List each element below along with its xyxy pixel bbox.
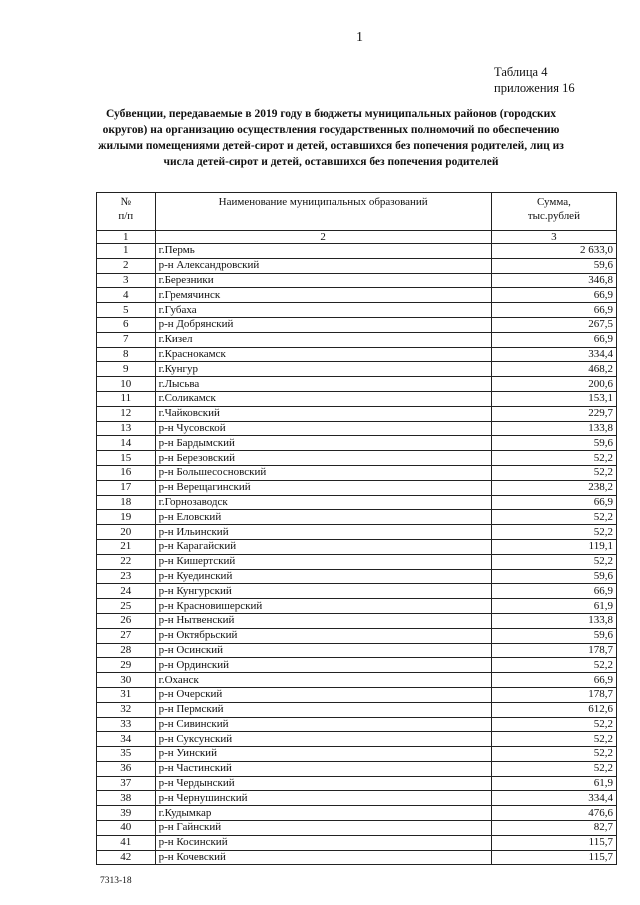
table-row	[97, 850, 617, 865]
table-row	[97, 258, 617, 273]
row-sum: 229,7	[491, 406, 616, 421]
row-sum: 52,2	[491, 554, 616, 569]
header-sum-line1: Сумма,	[536, 196, 571, 208]
table-row	[97, 717, 617, 732]
row-name: г.Пермь	[155, 244, 491, 259]
row-name: р-н Чусовской	[155, 421, 491, 436]
row-sum: 61,9	[491, 776, 616, 791]
table-row	[97, 525, 617, 540]
row-name: г.Губаха	[155, 303, 491, 318]
row-number: 12	[97, 406, 156, 421]
table-row	[97, 747, 617, 762]
row-number: 3	[97, 273, 156, 288]
row-number: 32	[97, 702, 156, 717]
row-name: р-н Добрянский	[155, 317, 491, 332]
table-row	[97, 643, 617, 658]
row-sum: 468,2	[491, 362, 616, 377]
row-number: 25	[97, 599, 156, 614]
row-name: р-н Гайнский	[155, 821, 491, 836]
header-number-line2: п/п	[118, 210, 134, 222]
row-sum: 178,7	[491, 643, 616, 658]
table-row	[97, 391, 617, 406]
row-number: 13	[97, 421, 156, 436]
table-ref-line2: приложения 16	[494, 81, 575, 95]
row-number: 21	[97, 539, 156, 554]
row-name: р-н Кишертский	[155, 554, 491, 569]
table-row	[97, 510, 617, 525]
row-sum: 52,2	[491, 510, 616, 525]
row-sum: 66,9	[491, 584, 616, 599]
row-number: 28	[97, 643, 156, 658]
table-row	[97, 436, 617, 451]
row-sum: 2 633,0	[491, 244, 616, 259]
row-sum: 476,6	[491, 806, 616, 821]
row-number: 11	[97, 391, 156, 406]
row-sum: 66,9	[491, 495, 616, 510]
row-name: р-н Александровский	[155, 258, 491, 273]
row-name: р-н Сивинский	[155, 717, 491, 732]
row-number: 27	[97, 628, 156, 643]
row-sum: 52,2	[491, 761, 616, 776]
row-number: 38	[97, 791, 156, 806]
row-name: р-н Верещагинский	[155, 480, 491, 495]
table-row	[97, 451, 617, 466]
table-row	[97, 658, 617, 673]
row-number: 34	[97, 732, 156, 747]
table-row	[97, 317, 617, 332]
row-name: р-н Красновишерский	[155, 599, 491, 614]
row-sum: 61,9	[491, 599, 616, 614]
row-number: 7	[97, 332, 156, 347]
row-sum: 267,5	[491, 317, 616, 332]
row-name: г.Гремячинск	[155, 288, 491, 303]
row-sum: 119,1	[491, 539, 616, 554]
table-row	[97, 480, 617, 495]
table-row	[97, 673, 617, 688]
table-row	[97, 406, 617, 421]
row-sum: 334,4	[491, 347, 616, 362]
table-row	[97, 495, 617, 510]
row-name: г.Лысьва	[155, 377, 491, 392]
row-sum: 66,9	[491, 303, 616, 318]
row-name: г.Горнозаводск	[155, 495, 491, 510]
row-name: р-н Еловский	[155, 510, 491, 525]
row-name: р-н Кунгурский	[155, 584, 491, 599]
row-name: г.Чайковский	[155, 406, 491, 421]
table-row	[97, 702, 617, 717]
row-name: р-н Нытвенский	[155, 613, 491, 628]
row-name: г.Березники	[155, 273, 491, 288]
row-sum: 115,7	[491, 835, 616, 850]
row-sum: 346,8	[491, 273, 616, 288]
row-sum: 52,2	[491, 747, 616, 762]
row-number: 6	[97, 317, 156, 332]
column-number-1: 1	[97, 231, 156, 244]
table-row	[97, 303, 617, 318]
header-number	[97, 193, 156, 231]
row-name: г.Соликамск	[155, 391, 491, 406]
row-sum: 52,2	[491, 732, 616, 747]
row-number: 17	[97, 480, 156, 495]
row-name: р-н Частинский	[155, 761, 491, 776]
table-row	[97, 347, 617, 362]
row-number: 23	[97, 569, 156, 584]
row-sum: 133,8	[491, 613, 616, 628]
subsidies-table	[96, 192, 617, 865]
table-row	[97, 613, 617, 628]
row-name: г.Кудымкар	[155, 806, 491, 821]
row-number: 29	[97, 658, 156, 673]
row-sum: 66,9	[491, 332, 616, 347]
row-sum: 52,2	[491, 525, 616, 540]
column-number-2: 2	[155, 231, 491, 244]
row-sum: 66,9	[491, 673, 616, 688]
row-name: р-н Чердынский	[155, 776, 491, 791]
table-row	[97, 288, 617, 303]
table-row	[97, 244, 617, 259]
table-row	[97, 584, 617, 599]
row-number: 35	[97, 747, 156, 762]
row-number: 8	[97, 347, 156, 362]
row-name: р-н Очерский	[155, 687, 491, 702]
header-number-line1: №	[120, 196, 132, 208]
row-name: г.Краснокамск	[155, 347, 491, 362]
column-number-3: 3	[491, 231, 616, 244]
row-name: р-н Уинский	[155, 747, 491, 762]
row-number: 19	[97, 510, 156, 525]
row-name: г.Кизел	[155, 332, 491, 347]
table-row	[97, 791, 617, 806]
row-number: 2	[97, 258, 156, 273]
table-row	[97, 569, 617, 584]
row-sum: 133,8	[491, 421, 616, 436]
row-number: 22	[97, 554, 156, 569]
row-sum: 82,7	[491, 821, 616, 836]
table-reference	[494, 64, 575, 96]
row-sum: 334,4	[491, 791, 616, 806]
row-name: г.Оханск	[155, 673, 491, 688]
row-name: р-н Березовский	[155, 451, 491, 466]
row-number: 37	[97, 776, 156, 791]
row-sum: 52,2	[491, 658, 616, 673]
header-sum	[491, 193, 616, 231]
row-name: р-н Ординский	[155, 658, 491, 673]
row-number: 42	[97, 850, 156, 865]
row-number: 40	[97, 821, 156, 836]
table-row	[97, 465, 617, 480]
row-sum: 612,6	[491, 702, 616, 717]
row-number: 26	[97, 613, 156, 628]
row-number: 1	[97, 244, 156, 259]
row-number: 10	[97, 377, 156, 392]
row-sum: 52,2	[491, 465, 616, 480]
row-number: 15	[97, 451, 156, 466]
row-number: 31	[97, 687, 156, 702]
row-number: 36	[97, 761, 156, 776]
row-name: р-н Бардымский	[155, 436, 491, 451]
row-number: 39	[97, 806, 156, 821]
row-number: 30	[97, 673, 156, 688]
row-name: р-н Суксунский	[155, 732, 491, 747]
table-row	[97, 835, 617, 850]
table-row	[97, 332, 617, 347]
document-title: Субвенции, передаваемые в 2019 году в бюджеты муниципальных районов (городских округов) на организацию осуществления государственных полномочий по обеспечению жилыми помещениями детей-сирот и детей, оставшихся без попечения родителей, лиц из числа детей-сирот и детей, оставшихся без попечения родителей	[98, 108, 564, 168]
row-number: 18	[97, 495, 156, 510]
table-row	[97, 377, 617, 392]
row-name: р-н Чернушинский	[155, 791, 491, 806]
row-sum: 52,2	[491, 717, 616, 732]
row-name: р-н Ильинский	[155, 525, 491, 540]
header-sum-line2: тыс.рублей	[527, 210, 580, 222]
table-row	[97, 628, 617, 643]
row-name: р-н Кочевский	[155, 850, 491, 865]
row-number: 20	[97, 525, 156, 540]
table-row	[97, 687, 617, 702]
row-sum: 59,6	[491, 628, 616, 643]
row-sum: 59,6	[491, 569, 616, 584]
row-sum: 200,6	[491, 377, 616, 392]
table-row	[97, 554, 617, 569]
header-name: Наименование муниципальных образований	[155, 193, 491, 231]
row-number: 14	[97, 436, 156, 451]
table-row	[97, 362, 617, 377]
table-row	[97, 599, 617, 614]
row-sum: 238,2	[491, 480, 616, 495]
row-sum: 59,6	[491, 258, 616, 273]
row-number: 24	[97, 584, 156, 599]
table-row	[97, 761, 617, 776]
row-name: р-н Осинский	[155, 643, 491, 658]
row-name: р-н Куединский	[155, 569, 491, 584]
row-sum: 153,1	[491, 391, 616, 406]
table-ref-line1: Таблица 4	[494, 65, 548, 79]
table-row	[97, 776, 617, 791]
footer-code: 7313-18	[100, 876, 132, 886]
row-number: 33	[97, 717, 156, 732]
row-number: 5	[97, 303, 156, 318]
table-row	[97, 806, 617, 821]
row-number: 4	[97, 288, 156, 303]
table-row	[97, 732, 617, 747]
row-sum: 178,7	[491, 687, 616, 702]
row-name: р-н Пермский	[155, 702, 491, 717]
table-row	[97, 421, 617, 436]
row-name: р-н Косинский	[155, 835, 491, 850]
row-sum: 115,7	[491, 850, 616, 865]
row-name: г.Кунгур	[155, 362, 491, 377]
row-name: р-н Большесосновский	[155, 465, 491, 480]
row-name: р-н Октябрьский	[155, 628, 491, 643]
row-number: 9	[97, 362, 156, 377]
row-sum: 66,9	[491, 288, 616, 303]
row-name: р-н Карагайский	[155, 539, 491, 554]
row-sum: 52,2	[491, 451, 616, 466]
table-row	[97, 539, 617, 554]
page-number: 1	[356, 30, 363, 45]
row-number: 41	[97, 835, 156, 850]
table-row	[97, 273, 617, 288]
row-number: 16	[97, 465, 156, 480]
row-sum: 59,6	[491, 436, 616, 451]
table-row	[97, 821, 617, 836]
table-body	[97, 244, 617, 865]
column-number-row	[97, 231, 617, 244]
table-header-row	[97, 193, 617, 231]
